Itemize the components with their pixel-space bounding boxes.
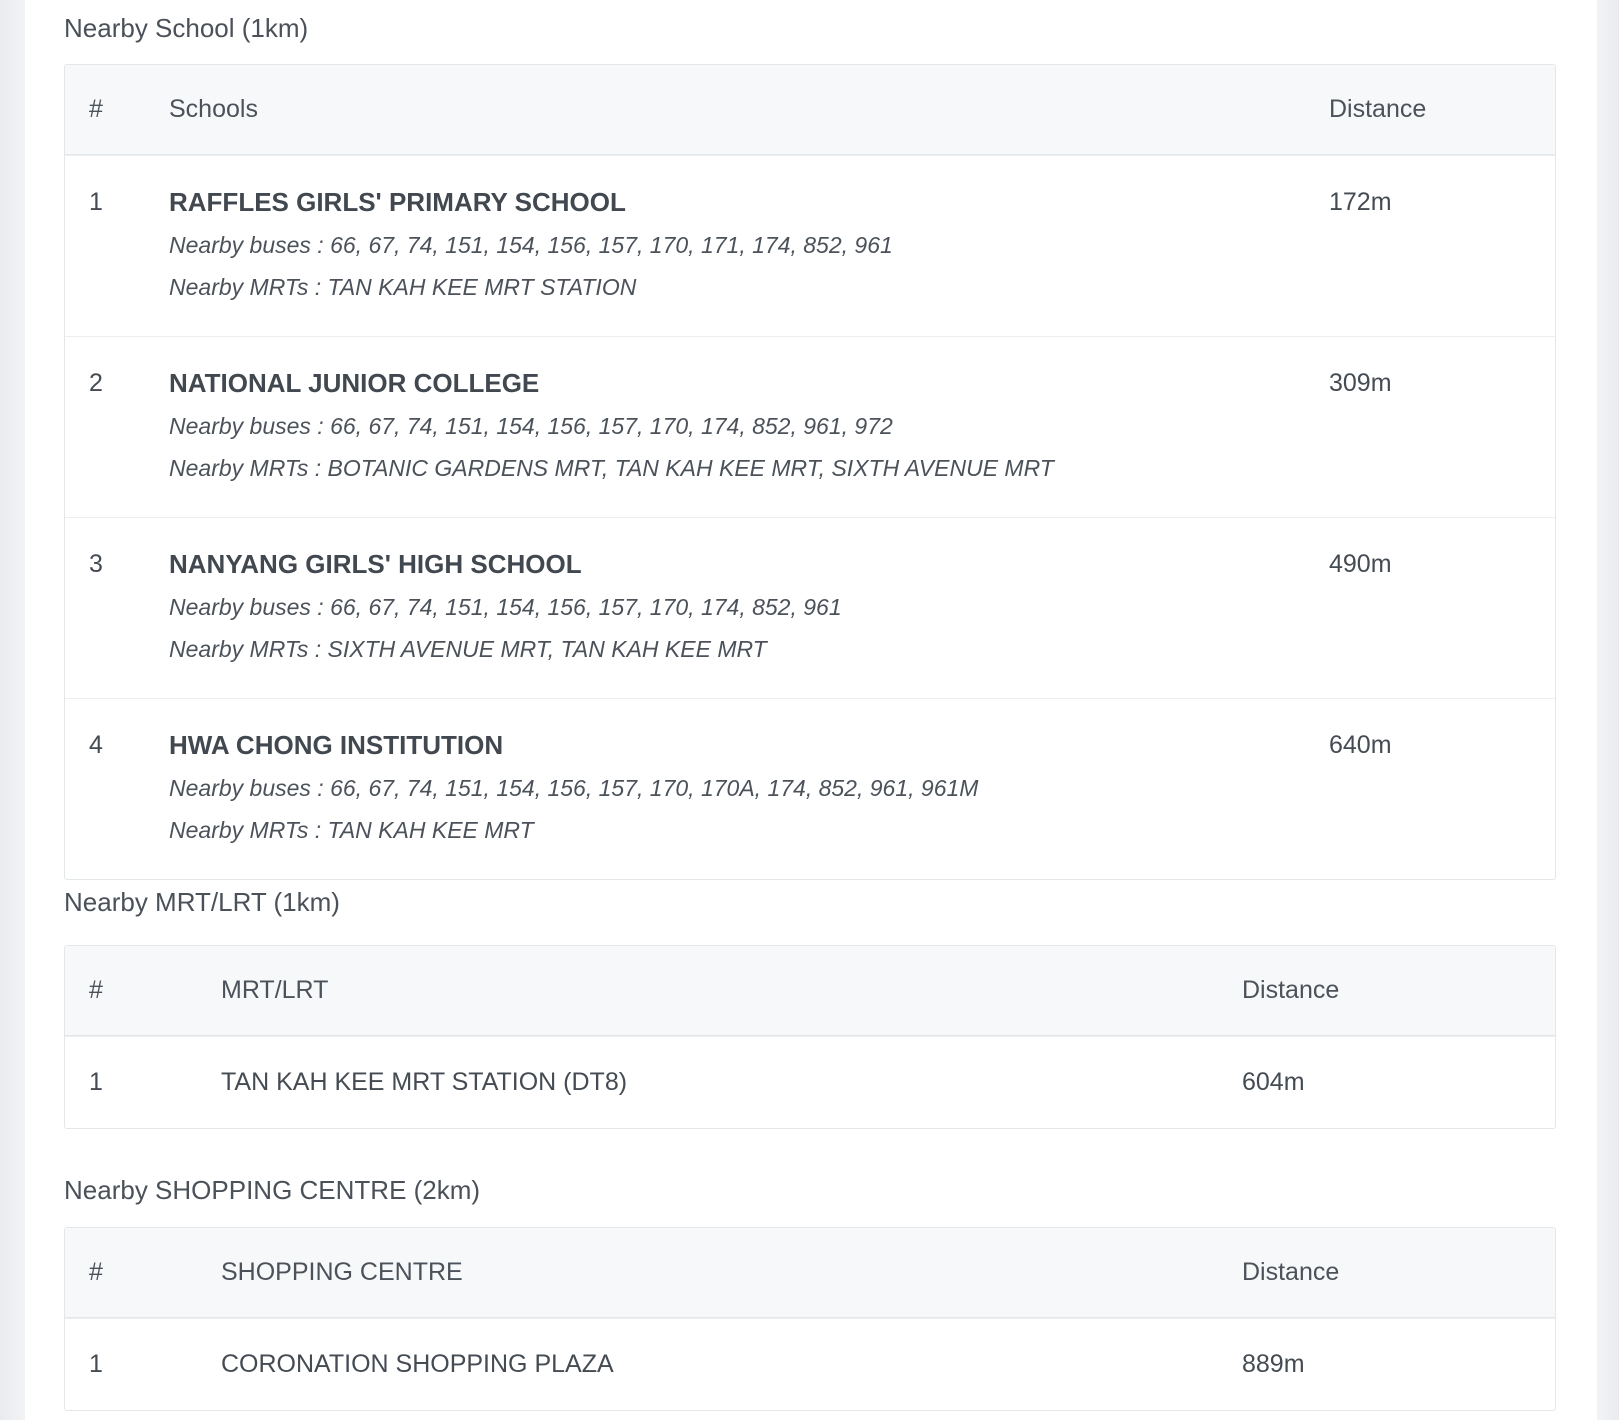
shopping-table-header (65, 1228, 1555, 1318)
school-buses: Nearby buses : 66, 67, 74, 151, 154, 156, 157, 170, 174, 852, 961, 972 (169, 413, 893, 439)
row-distance: 490m (1329, 550, 1392, 578)
column-header-name: MRT/LRT (221, 976, 329, 1004)
table-row (65, 336, 1555, 517)
row-distance: 640m (1329, 731, 1392, 759)
school-cell (169, 367, 1329, 483)
schools-table-header (65, 65, 1555, 155)
shopping-centre-name: CORONATION SHOPPING PLAZA (221, 1350, 614, 1378)
school-cell (169, 186, 1329, 302)
row-distance: 889m (1242, 1350, 1305, 1378)
row-distance: 172m (1329, 188, 1392, 216)
row-index: 3 (89, 550, 103, 578)
mrt-name: TAN KAH KEE MRT STATION (DT8) (221, 1068, 628, 1096)
school-name: HWA CHONG INSTITUTION (169, 730, 504, 760)
row-distance: 309m (1329, 369, 1392, 397)
table-row (65, 1036, 1555, 1128)
row-index: 2 (89, 369, 103, 397)
page-gutter-left (0, 0, 25, 1420)
school-mrts: Nearby MRTs : TAN KAH KEE MRT (169, 817, 534, 843)
column-header-name: Schools (169, 95, 258, 123)
table-row (65, 1318, 1555, 1410)
section-title-schools: Nearby School (1km) (64, 13, 309, 43)
school-cell (169, 548, 1329, 664)
school-name: NANYANG GIRLS' HIGH SCHOOL (169, 549, 582, 579)
school-buses: Nearby buses : 66, 67, 74, 151, 154, 156, 157, 170, 174, 852, 961 (169, 594, 842, 620)
section-title-shopping: Nearby SHOPPING CENTRE (2km) (64, 1175, 481, 1205)
table-row (65, 698, 1555, 879)
school-name: RAFFLES GIRLS' PRIMARY SCHOOL (169, 187, 626, 217)
table-row (65, 155, 1555, 336)
table-row (65, 517, 1555, 698)
column-header-name: SHOPPING CENTRE (221, 1258, 463, 1286)
section-title-mrt: Nearby MRT/LRT (1km) (64, 887, 340, 917)
mrt-table (64, 945, 1556, 1129)
column-header-distance: Distance (1242, 976, 1340, 1004)
schools-table (64, 64, 1556, 880)
mrt-table-header (65, 946, 1555, 1036)
row-index: 1 (89, 188, 103, 216)
content-area (64, 0, 1556, 1420)
school-name: NATIONAL JUNIOR COLLEGE (169, 368, 540, 398)
school-mrts: Nearby MRTs : BOTANIC GARDENS MRT, TAN KAH KEE MRT, SIXTH AVENUE MRT (169, 455, 1054, 481)
school-buses: Nearby buses : 66, 67, 74, 151, 154, 156, 157, 170, 170A, 174, 852, 961, 961M (169, 775, 979, 801)
row-index: 1 (89, 1068, 103, 1096)
shopping-table (64, 1227, 1556, 1411)
row-index: 1 (89, 1350, 103, 1378)
column-header-index: # (89, 1258, 103, 1286)
school-buses: Nearby buses : 66, 67, 74, 151, 154, 156, 157, 170, 171, 174, 852, 961 (169, 232, 893, 258)
school-cell (169, 729, 1329, 845)
row-index: 4 (89, 731, 103, 759)
school-mrts: Nearby MRTs : TAN KAH KEE MRT STATION (169, 274, 637, 300)
column-header-distance: Distance (1242, 1258, 1340, 1286)
row-distance: 604m (1242, 1068, 1305, 1096)
column-header-index: # (89, 976, 103, 1004)
column-header-distance: Distance (1329, 95, 1427, 123)
school-mrts: Nearby MRTs : SIXTH AVENUE MRT, TAN KAH KEE MRT (169, 636, 767, 662)
page-gutter-right (1597, 0, 1619, 1420)
column-header-index: # (89, 95, 103, 123)
